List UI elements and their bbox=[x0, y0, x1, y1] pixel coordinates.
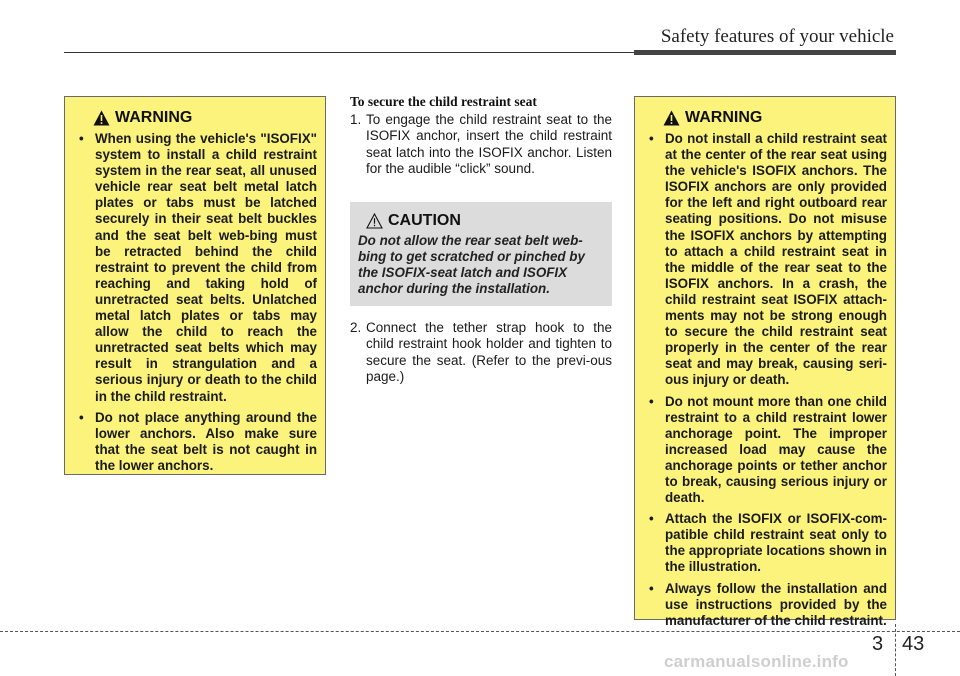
warning-label: WARNING bbox=[685, 109, 763, 126]
right-warning-box bbox=[634, 96, 896, 628]
caution-heading bbox=[366, 212, 604, 230]
warning-heading bbox=[93, 109, 317, 127]
watermark: carmanualsonline.info bbox=[664, 652, 849, 671]
caution-text: Do not allow the rear seat belt web-bing to get scratched or pinched by the ISOFIX-seat latch and ISOFIX anchor during the installation. bbox=[358, 233, 585, 297]
left-warning-list bbox=[73, 131, 317, 474]
list-item: • Attach the ISOFIX or ISOFIX-com-patible child restraint seat only to the appropriate locations shown in the illustration. bbox=[649, 511, 887, 575]
step-item: 1. To engage the child restraint seat to the ISOFIX anchor, insert the child restraint seat latch into the ISOFIX anchor. Listen for the audible “click” sound. bbox=[350, 112, 612, 176]
page-number: 43 bbox=[902, 633, 925, 655]
bullet-icon: • bbox=[649, 393, 654, 409]
footer-rule bbox=[0, 631, 960, 632]
list-item: • Always follow the installation and use instructions provided by the manufacturer of the child restraint. bbox=[649, 580, 887, 628]
list-item: • Do not place anything around the lower anchors. Also make sure that the seat belt is not caught in the lower anchors. bbox=[79, 409, 317, 473]
warning-triangle-icon bbox=[663, 110, 680, 126]
list-item: • When using the vehicle's "ISOFIX" system to install a child restraint system in the rear seat, all unused vehicle rear seat belt metal latch plates or tabs must be latched securely in their seat belt buckles and the seat belt web-bing must be retracted behind the child restraint to prevent the child from reaching and taking hold of unretracted seat belts. Unlatched metal latch plates or tabs may allow the child to reach the unretracted seat belts which may result in strangulation and a serious injury or death to the child in the child restraint. bbox=[79, 131, 317, 404]
right-warning-list bbox=[643, 131, 887, 629]
caution-triangle-icon bbox=[366, 213, 383, 229]
caution-box bbox=[350, 202, 612, 306]
header-accent-bar bbox=[634, 50, 896, 55]
chapter-number: 3 bbox=[872, 633, 884, 655]
caution-label: CAUTION bbox=[388, 212, 461, 229]
bullet-icon: • bbox=[649, 580, 654, 596]
procedure-steps-2 bbox=[350, 320, 612, 385]
procedure-steps-1 bbox=[350, 112, 612, 177]
warning-label: WARNING bbox=[115, 109, 193, 126]
bullet-icon: • bbox=[649, 131, 654, 146]
bullet-icon: • bbox=[79, 131, 84, 146]
list-item: • Do not install a child restraint seat at the center of the rear seat using the vehicle's ISOFIX anchors. The ISOFIX anchors are only provided for the left and right outboard rear seating positions. Do not misuse the ISOFIX anchors by attempting to attach a child restraint seat in the middle of the rear seat to the ISOFIX anchors. In a crash, the child restraint seat ISOFIX attach-ments may not be strong enough to secure the child restraint seat properly in the center of the rear seat and may break, causing seri-ous injury or death. bbox=[649, 131, 887, 388]
warning-triangle-icon bbox=[93, 110, 110, 126]
bullet-icon: • bbox=[79, 409, 84, 425]
page-number-divider bbox=[895, 624, 896, 676]
left-warning-box bbox=[64, 96, 326, 475]
bullet-icon: • bbox=[649, 511, 654, 527]
warning-heading bbox=[663, 109, 887, 127]
section-title: Safety features of your vehicle bbox=[660, 26, 894, 47]
procedure-heading: To secure the child restraint seat bbox=[350, 94, 537, 109]
list-item: • Do not mount more than one child restraint to a child restraint lower anchorage point. The improper increased load may cause the anchorage points or tether anchor to break, causing serious injury or death. bbox=[649, 393, 887, 506]
step-item: 2. Connect the tether strap hook to the child restraint hook holder and tighten to secure the seat. (Refer to the previ-ous page.) bbox=[350, 320, 612, 384]
